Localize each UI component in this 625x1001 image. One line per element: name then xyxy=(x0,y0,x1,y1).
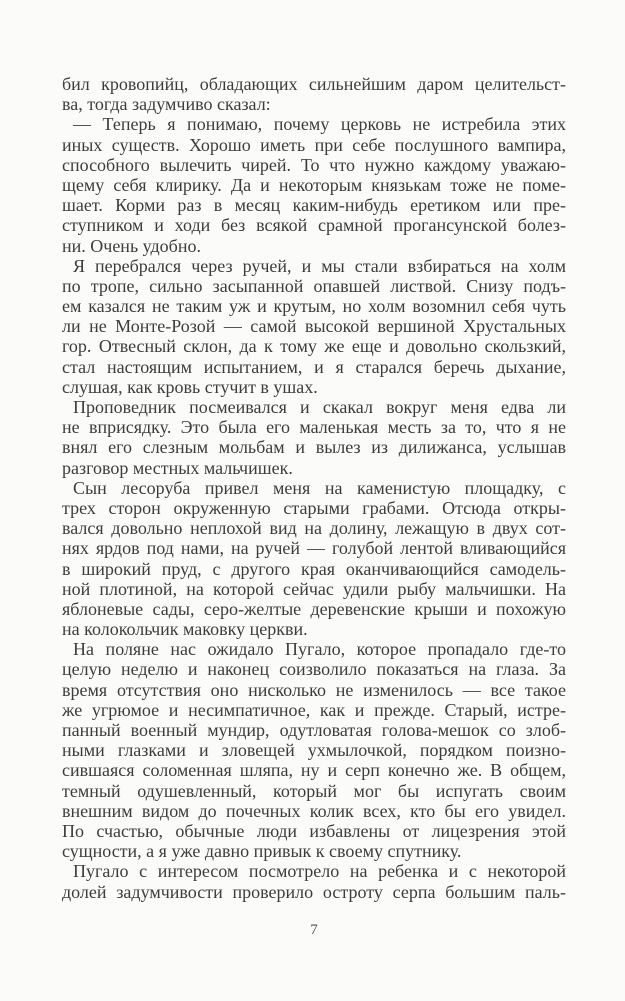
text-line: Пугало с интересом посмотрело на ребенка и с некоторой xyxy=(73,861,566,882)
text-line: по тропе, сильно засыпанной опавшей листвой. Снизу подъ- xyxy=(62,275,566,296)
text-line: же угрюмое и несимпатичное, как и прежде. Старый, истре- xyxy=(62,699,566,720)
text-line: ни. Очень удобно. xyxy=(62,235,201,256)
text-line: разговор местных мальчишек. xyxy=(62,457,293,478)
text-line: темный одушевленный, который мог бы испугать своим xyxy=(62,780,566,801)
text-line: на колокольчик маковку церкви. xyxy=(62,619,308,640)
text-line: внял его слезным мольбам и вылез из дилижанса, услышав xyxy=(62,437,566,458)
page-text xyxy=(62,74,566,902)
text-line: внешним видом до почечных колик всех, кто бы его увидел. xyxy=(62,800,566,821)
text-line: нях ярдов под нами, на ручей — голубой лентой вливающийся xyxy=(62,538,566,559)
text-line: трех сторон окруженную старыми грабами. Отсюда откры- xyxy=(62,497,566,518)
text-line: слушая, как кровь стучит в ушах. xyxy=(62,376,318,397)
text-line: По счастью, обычные люди избавлены от лицезрения этой xyxy=(62,820,566,841)
text-line: ва, тогда задумчиво сказал: xyxy=(62,94,271,115)
text-line: целую неделю и наконец соизволило показаться на глаза. За xyxy=(62,659,566,680)
text-line: не вприсядку. Это была его маленькая месть за то, что я не xyxy=(62,417,566,438)
text-line: Сын лесоруба привел меня на каменистую площадку, с xyxy=(73,477,566,498)
text-line: время отсутствия оно нисколько не изменилось — все такое xyxy=(62,679,566,700)
text-line: ными глазками и зловещей ухмылочкой, порядком поизно- xyxy=(62,740,566,761)
text-line: ли не Монте-Розой — самой высокой вершиной Хрустальных xyxy=(62,316,566,337)
text-line: — Теперь я понимаю, почему церковь не истребила этих xyxy=(73,114,566,135)
text-line: Я перебрался через ручей, и мы стали взбираться на холм xyxy=(73,255,566,276)
text-line: долей задумчивости проверило остроту серпа большим паль- xyxy=(62,881,566,902)
text-line: ступником и ходи без всякой срамной прогансунской болез- xyxy=(62,215,566,236)
text-line: сущности, а я уже давно привык к своему спутнику. xyxy=(62,841,462,862)
text-line: шает. Корми раз в месяц каким-нибудь еретиком или пре- xyxy=(62,195,566,216)
text-line: иных существ. Хорошо иметь при себе послушного вампира, xyxy=(62,134,566,155)
text-line: гор. Отвесный склон, да к тому же еще и довольно скользкий, xyxy=(62,336,566,357)
text-line: вался довольно неплохой вид на долину, лежащую в двух сот- xyxy=(62,518,566,539)
page-number: 7 xyxy=(310,921,318,938)
text-line: стал настоящим испытанием, и я старался беречь дыхание, xyxy=(62,356,566,377)
text-line: бил кровопийц, обладающих сильнейшим даром целительст- xyxy=(62,74,566,94)
text-line: способного вылечить чирей. То что нужно каждому уважаю- xyxy=(62,154,566,175)
text-line: сившаяся соломенная шляпа, ну и серп конечно же. В общем, xyxy=(62,760,566,781)
text-line: Проповедник посмеивался и скакал вокруг меня едва ли xyxy=(73,397,566,417)
text-line: яблоневые сады, серо-желтые деревенские крыши и похожую xyxy=(62,598,566,619)
text-line: щему себя клирику. Да и некоторым князькам тоже не поме- xyxy=(62,174,566,195)
text-line: На поляне нас ожидало Пугало, которое пропадало где-то xyxy=(73,639,566,660)
text-line: ем казался не таким уж и крутым, но холм возомнил себя чуть xyxy=(62,296,566,317)
text-line: панный военный мундир, одутловатая голова-мешок со злоб- xyxy=(62,720,566,740)
text-line: в широкий пруд, с другого края оканчивающийся самодель- xyxy=(62,558,566,579)
text-line: ной плотиной, на которой сейчас удили рыбу мальчишки. На xyxy=(62,578,566,599)
